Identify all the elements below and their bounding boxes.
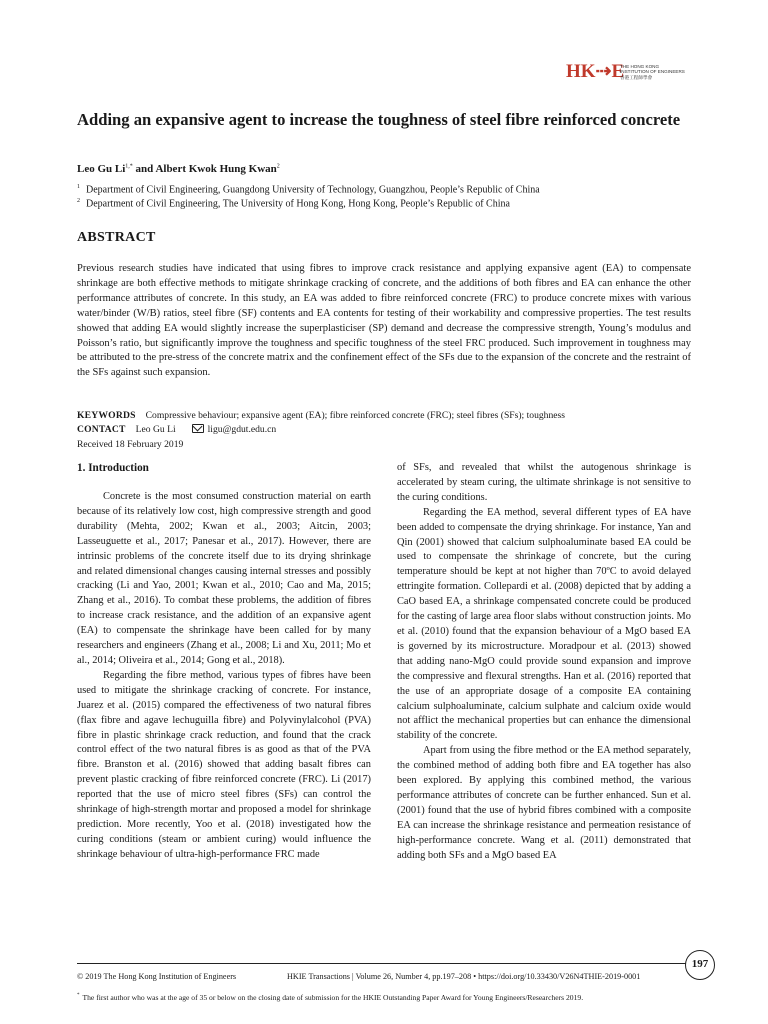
paragraph: Regarding the EA method, several different types of EA have been added to compensate the drying shrinkage. For instance, Yan and Qin (2001) showed that calcium sulphoaluminate based EA could be used to compensate the shrinkage of concrete, but the curing temperature should be kept at not higher than 70ºC to avoid delayed ettringite formation. Collepardi et al. (2008) depicted that by adding a CaO based EA, a shrinkage compensated concrete could be produced for the casting of large area floor slabs without construction joints. Mo et al. (2010) found that the expansion behaviour of a MgO based EA is governed by its microstructure. Moradpour et al. (2013) showed that adding nano-MgO could provide sound expansion and improve the compressive and flexural strengths. Han et al. (2016) reported that the use of an appropriate dosage of a composite EA containing calcium sulphoaluminate, calcium sulphate and calcium oxide would not afflict the mechanical properties but can enhance the dimensional stability of the concrete. [397,506,691,742]
affiliation-marker: 2 [77,198,80,204]
paragraph: Apart from using the fibre method or the EA method separately, the combined method of adding both fibre and EA together has also been explored. By applying this combined method, the various performance attributes of concrete can be further enhanced. Sun et al. (2001) found that the use of hybrid fibres combined with a composite EA can increase the shrinkage resistance and permeation resistance of high-performance concrete. Wang et al. (2011) demonstrated that adding both SFs and a MgO based EA [397,745,691,861]
logo-text [620,64,685,80]
keywords-label: KEYWORDS [77,410,136,421]
journal-logo [566,62,702,82]
author-superscript: 1,* [125,163,133,170]
author-connector: and [132,163,156,175]
contact-email[interactable]: ligu@gdut.edu.cn [207,424,277,435]
paragraph-continuation: of SFs, and revealed that whilst the autogenous shrinkage is accelerated by steam curing, the ultimate shrinkage is not sensitive to the curing conditions. [397,462,691,503]
right-column [397,461,691,863]
contact-label: CONTACT [77,424,126,435]
received-date: Received 18 February 2019 [77,439,184,450]
left-column [77,490,371,863]
affiliation-text: Department of Civil Engineering, Guangdong University of Technology, Guangzhou, People’s Republic of China [86,184,540,196]
contact-row [77,424,276,435]
copyright-notice: © 2019 The Hong Kong Institution of Engineers [77,972,237,981]
envelope-icon [192,424,204,433]
affiliation-1 [77,184,540,195]
paragraph: Concrete is the most consumed construction material on earth because of its relatively low cost, high compressive strength and good durability (Mehta, 2002; Kwan et al., 2003; Aitcin, 2003; Lasseuguette et al., 2017; Panesar et al., 2017). However, there are intrinsic problems of the concrete itself due to its drying shrinkage and related dimensional changes causing internal stresses and possibly cracking (Li and Yao, 2001; Kwan et al., 2010; Cao and Ma, 2015; Zhang et al., 2016). To combat these problems, the addition of fibres to increase crack resistance, and the addition of an expansive agent (EA) to compensate the shrinkage have been called for by many researchers and engineers (Zhang et al., 2008; Li and Xu, 2011; Mo et al., 2014; Oliveira et al., 2014; Gong et al., 2018). [77,491,371,666]
keywords-row [77,410,565,421]
affiliation-2 [77,198,510,209]
keywords-value: Compressive behaviour; expansive agent (EA); fibre reinforced concrete (FRC); steel fibres (SFs); toughness [145,410,565,421]
author-line [77,163,280,175]
footnote [77,993,583,1002]
footnote-marker: * [77,993,80,999]
journal-citation: HKIE Transactions | Volume 26, Number 4, pp.197–208 • https://doi.org/10.33430/V26N4THIE-2019-0001 [287,972,641,981]
footnote-text: The first author who was at the age of 35 or below on the closing date of submission for the HKIE Outstanding Paper Award for Young Engineers/Researchers 2019. [82,993,584,1002]
abstract-text: Previous research studies have indicated that using fibres to improve crack resistance and applying expansive agent (EA) to compensate shrinkage are both effective methods to mitigate shrinkage cracking of concrete, and the additions of both fibres and EA can enhance the other performance attributes of concrete. In this study, an EA was added to fibre reinforced concrete (FRC) to produce concrete mixes with various water/binder (W/B) ratios, steel fibre (SF) contents and EA contents for testing of their workability and compressive properties. The test results showed that adding EA would slightly increase the superplasticiser (SP) demand and decrease the compressive strength, Young’s modulus and Poisson’s ratio, but significantly improve the toughness and specific toughness of the steel FRC produced. Such improvement in toughness may be attributed to the pre-stress of the concrete matrix and the confinement effect of the SFs due to the expansion of the concrete and the restraint of the SFs against such expansion. [77,263,691,379]
author-name: Leo Gu Li [77,163,126,175]
logo-line-3: 香港工程師學會 [620,74,653,80]
logo-mark: HK⇢E [566,61,625,82]
author-name: Albert Kwok Hung Kwan [155,163,277,175]
footer-divider [77,963,687,964]
paper-title: Adding an expansive agent to increase the toughness of steel fibre reinforced concrete [77,110,681,129]
logo-line-1: THE HONG KONG [620,64,660,69]
section-heading: 1. Introduction [77,462,149,474]
page-number: 197 [685,950,715,980]
author-superscript: 2 [276,163,280,170]
contact-name: Leo Gu Li [135,424,176,435]
logo-line-2: INSTITUTION OF ENGINEERS [620,69,685,75]
abstract-heading: ABSTRACT [77,230,156,245]
paragraph: Regarding the fibre method, various types of fibres have been used to mitigate the shrinkage cracking of concrete. For instance, Juarez et al. (2015) compared the effectiveness of two natural fibres (flax fibre and agave lechuguilla fibre) and Polyvinylalcohol (PVA) fibre in plastic shrinkage crack reduction, and found that the crack control effect of the two natural fibres is as good as that of the PVA fibre. Branston et al. (2016) showed that adding basalt fibres can prevent plastic cracking of fibre reinforced concrete (FRC). Li (2017) reported that the use of micro steel fibres (SFs) can control the shrinkage of high-strength mortar and proposed a model for shrinkage prediction. More recently, Yoo et al. (2018) investigated how the curing conditions (steam or ambient curing) would influence the shrinkage behaviour of ultra-high-performance FRC made [77,669,371,860]
affiliation-text: Department of Civil Engineering, The University of Hong Kong, Hong Kong, People’s Republic of China [86,198,510,210]
affiliation-marker: 1 [77,184,80,190]
